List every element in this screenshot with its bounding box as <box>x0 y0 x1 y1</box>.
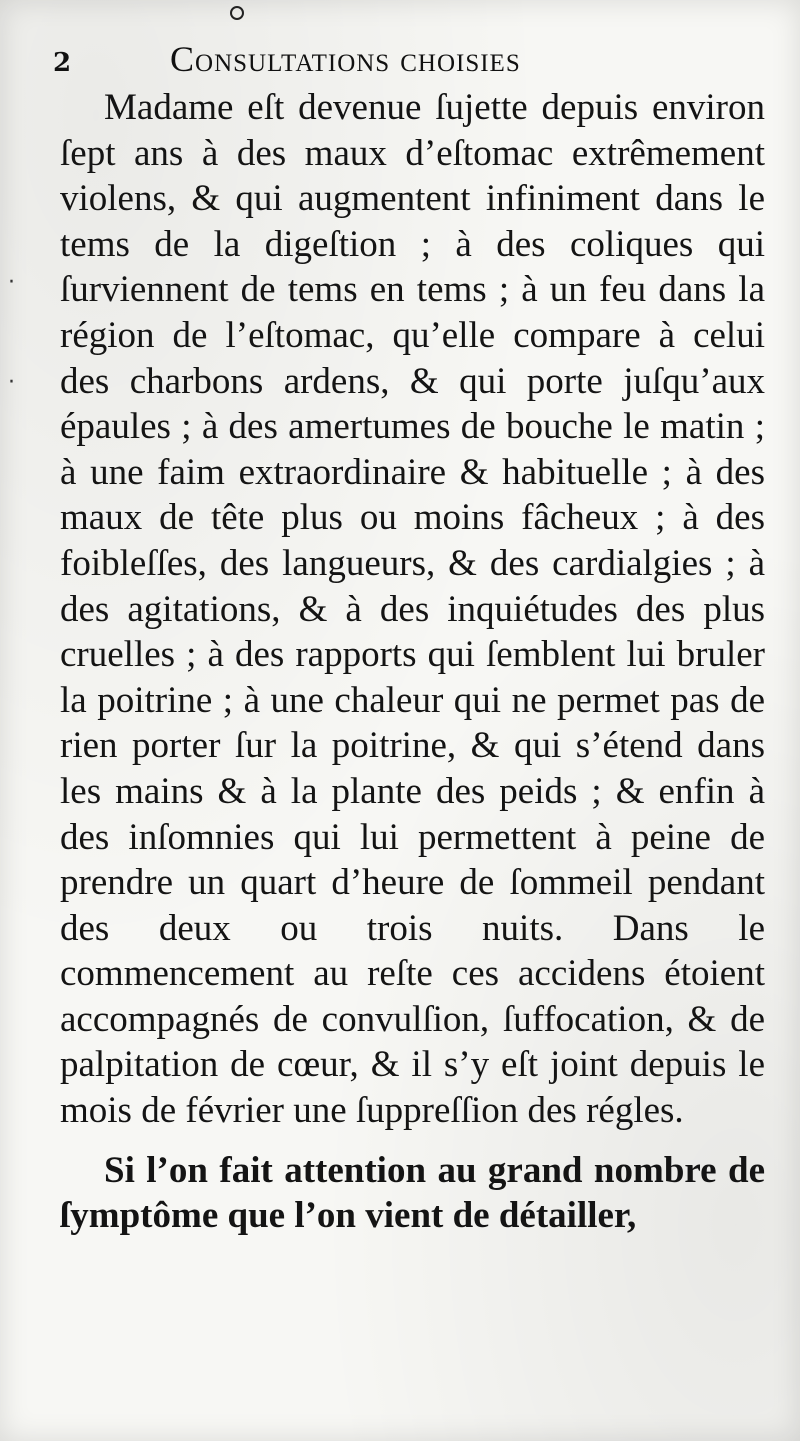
printer-mark <box>230 6 244 20</box>
margin-specks: · · <box>8 270 15 395</box>
paragraph-continuation: Si l’on fait attention au grand nombre de ſymptôme que l’on vient de détailler, <box>60 1149 765 1237</box>
running-title: Consultations choisies <box>170 39 521 79</box>
page-text <box>60 85 765 1239</box>
paragraph-consultation: Madame eſt devenue ſujette depuis environ ſept ans à des maux d’eſtomac extrêmement violens, & qui augmentent infiniment dans le tems de la digeſtion ; à des coliques qui ſurviennent de tems en tems ; à un feu dans la région de l’eſtomac, qu’elle compare à celui des charbons ardens, & qui porte juſqu’aux épaules ; à des amertumes de bouche le matin ; à une faim extraordinaire & habituelle ; à des maux de tête plus ou moins fâcheux ; à des foibleſſes, des langueurs, & des cardialgies ; à des agitations, & à des inquiétudes des plus cruelles ; à des rapports qui ſemblent lui bruler la poitrine ; à une chaleur qui ne permet pas de rien porter ſur la poitrine, & qui s’étend dans les mains & à la plante des peids ; & enfin à des inſomnies qui lui permettent à peine de prendre un quart d’heure de ſommeil pendant des deux ou trois nuits. Dans le commencement au reſte ces accidens étoient accompagnés de convulſion, ſuffocation, & de palpitation de cœur, & il s’y eſt joint depuis le mois de février une ſuppreſſion des régles. <box>60 87 765 1132</box>
page-number: 2 <box>53 48 72 78</box>
